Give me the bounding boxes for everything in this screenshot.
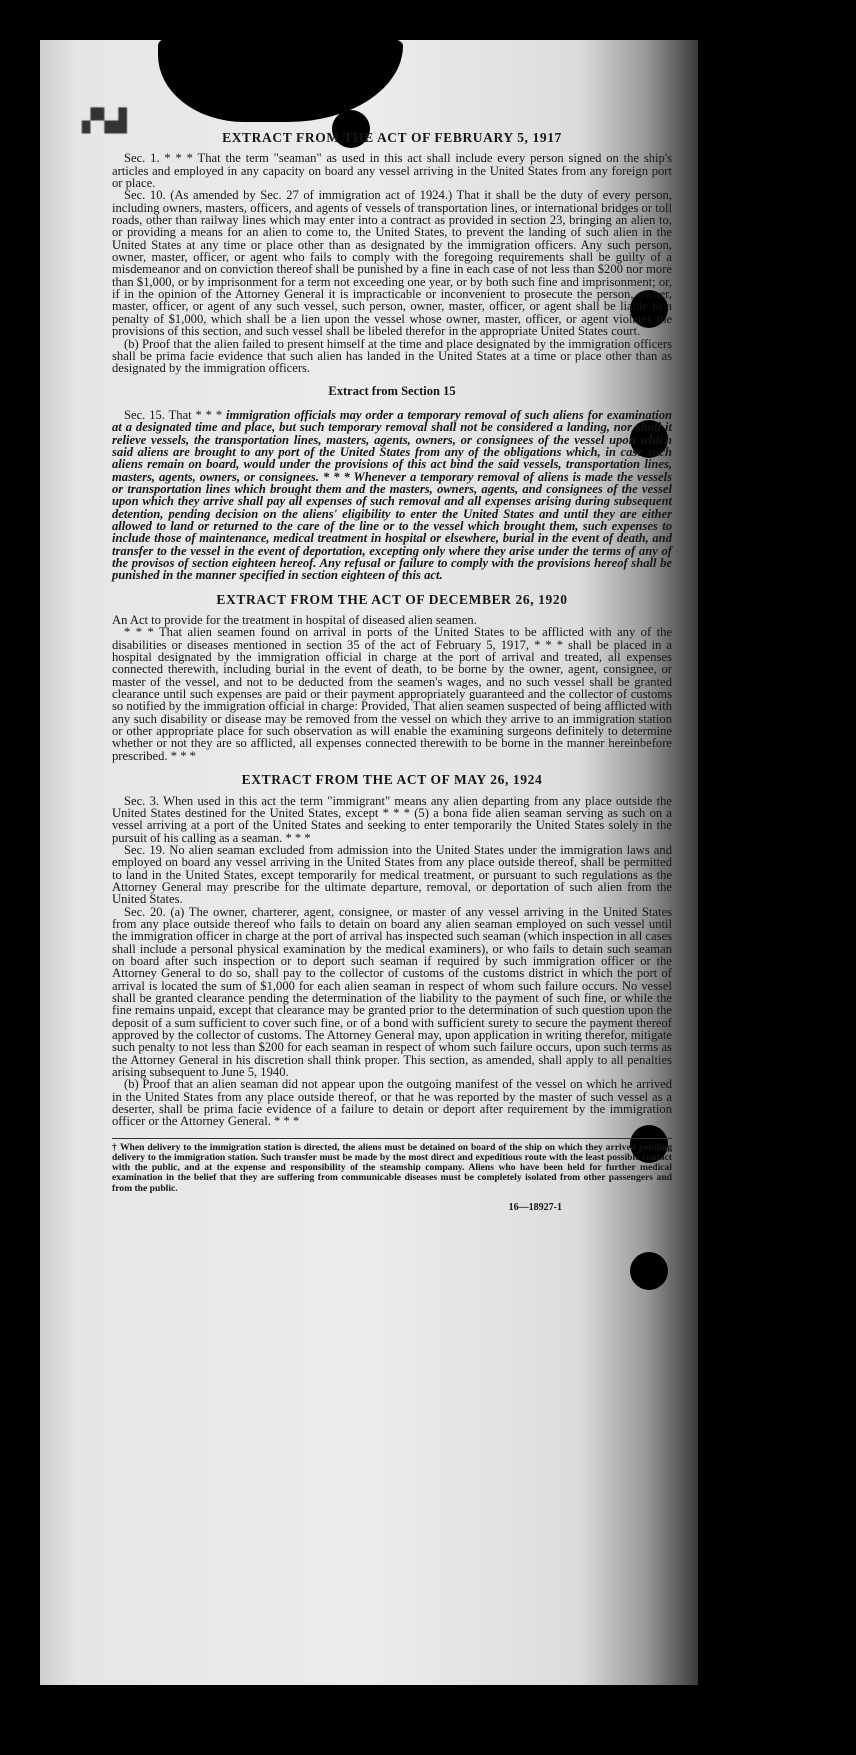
sec15-lead: Sec. 15. That * * * xyxy=(124,407,227,422)
heading-feb-1917: EXTRACT FROM THE ACT OF FEBRUARY 5, 1917 xyxy=(222,130,562,145)
paragraph-dec-body: * * * That alien seamen found on arrival in ports of the United States to be afflicted with any of the disabilities or diseases mentioned in section 35 of the act of February 5, 1917, * * * shall be placed in a hospital designated by the immigration official in charge at the port of arrival and treated, all expenses connected therewith, including burial in the event of death, to be borne by the owner, agent, consignee, or master of the vessel, and not to be deducted from the seamen's wages, and no such vessel shall be granted clearance until such expenses are paid or their payment appropriately guaranteed and the collector of customs so notified by the immigration official in charge: Provided, That alien seamen suspected of being afflicted with any such disability or disease may be removed from the vessel on which they arrive to an immigration station or other appropriate place for such observation as will enable the examining surgeons definitely to determine whether or not they are so afflicted, all expenses connected therewith to be borne in the manner hereinbefore prescribed. * * * xyxy=(112,625,672,763)
document-page xyxy=(40,40,698,1685)
footnote: † When delivery to the immigration station is directed, the aliens must be detained on board of the ship on which they arrived pending delivery to the immigration station. Such transfer must be made by the most direct and expeditious route with the least possible contact with the public, and at the expense and responsibility of the steamship company. Aliens who have been held for further medical examination in the belief that they are suffering from communicable diseases must be completely isolated from other passengers and from the public. xyxy=(112,1138,672,1194)
paragraph-may-sec20: Sec. 20. (a) The owner, charterer, agent, consignee, or master of any vessel arriving in the United States from any place outside thereof who fails to detain on board any alien seaman employed on such vessel until the immigration officer in charge at the port of arrival has inspected such seaman (which inspection in all cases shall include a personal physical examination by the medical examiners), or who fails to detain such seaman on board after such inspection or to deport such seaman if required by such immigration officer or the Attorney General to do so, shall pay to the collector of customs of the customs district in which the port of arrival is located the sum of $1,000 for each alien seaman in respect of whom such failure occurs. No vessel shall be granted clearance pending the determination of the liability to the payment of such fine, or while the fine remains unpaid, except that clearance may be granted prior to the determination of such question upon the deposit of a sum sufficient to cover such fine, or of a bond with sufficient surety to secure the payment thereof approved by the collector of customs. The Attorney General may, upon application in writing therefor, mitigate such penalty to not less than $200 for each seaman in respect of whom such failure occurs, upon such terms as the Attorney General in his discretion shall think proper. This section, as amended, shall apply to all penalties arising subsequent to June 5, 1940. xyxy=(112,904,672,1080)
punch-hole xyxy=(630,1252,668,1290)
paragraph-sec15 xyxy=(112,409,672,582)
ink-smudge: ▞▚▟ xyxy=(82,108,124,133)
paragraph-may-sec20b: (b) Proof that an alien seaman did not appear upon the outgoing manifest of the vessel on which he arrived in the United States from any place outside thereof, or that he was reported by the master of such vessel as a deserter, shall be prima facie evidence of a failure to detain or deport after requirement by the immigration officer or the Attorney General. * * * xyxy=(112,1077,672,1129)
heading-may-1924: EXTRACT FROM THE ACT OF MAY 26, 1924 xyxy=(241,772,543,788)
paragraph-sec10b: (b) Proof that the alien failed to present himself at the time and place designated by the immigration officers shall be prima facie evidence that such alien has landed in the United States at a time or place other than as designated by the immigration officers. xyxy=(112,336,672,376)
paragraph-sec1: Sec. 1. * * * That the term "seaman" as used in this act shall include every person signed on the ship's articles and employed in any capacity on board any vessel arriving in the United States from any foreign port or place. xyxy=(112,151,672,191)
paragraph-sec10: Sec. 10. (As amended by Sec. 27 of immigration act of 1924.) That it shall be the duty of every person, including owners, masters, officers, and agents of vessels of transportation lines, or international bridges or toll roads, other than railway lines which may enter into a contract as provided in section 23, bringing an alien to, or providing a means for an alien to come to, the United States, to prevent the landing of such alien in the United States at any time or place other than as designated by the immigration officers. Any such person, owner, master, officer, or agent who fails to comply with the foregoing requirements shall be guilty of a misdemeanor and on conviction thereof shall be punished by a fine in each case of not less than $200 nor more than $1,000, or by imprisonment for a term not exceeding one year, or by both such fine and imprisonment; or, if in the opinion of the Attorney General it is impracticable or inconvenient to prosecute the person, owner, master, officer, or agent of any such vessel, such person, owner, master, officer, or agent shall be liable to a penalty of $1,000, which shall be a lien upon the vessel whose owner, master, officer, or agent violates the provisions of this section, and such vessel shall be libeled therefor in the appropriate United States court. xyxy=(112,188,672,339)
document-body xyxy=(112,132,672,1214)
paragraph-may-sec3: Sec. 3. When used in this act the term "immigrant" means any alien departing from any place outside the United States destined for the United States, except * * * (5) a bona fide alien seaman serving as such on a vessel arriving at a port of the United States and seeking to enter temporarily the United States solely in the pursuit of his calling as a seaman. * * * xyxy=(112,793,672,845)
torn-edge xyxy=(158,40,403,122)
heading-section-15: Extract from Section 15 xyxy=(328,383,456,398)
heading-dec-1920: EXTRACT FROM THE ACT OF DECEMBER 26, 1920 xyxy=(216,591,568,607)
paragraph-may-sec19: Sec. 19. No alien seaman excluded from admission into the United States under the immigration laws and employed on board any vessel arriving in the United States from any place outside thereof, shall be permitted to land in the United States, except temporarily for medical treatment, or pursuant to such regulations as the Attorney General may prescribe for the ultimate departure, removal, or deportation of such alien from the United States. xyxy=(112,842,672,907)
sec15-body: immigration officials may order a temporary removal of such aliens for examination at a designated time and place, but such temporary removal shall not be considered a landing, nor shall it relieve vessels, the transportation lines, masters, agents, owners, or consignees of the vessel upon which said aliens are brought to any port of the United States from any of the obligations which, in case such aliens remain on board, would under the provisions of this act bind the said vessels, transportation lines, masters, agents, owners, or consignees. * * * Whenever a temporary removal of aliens is made the vessels or transportation lines which brought them and the masters, owners, agents, and consignees of the vessel upon which they arrive shall pay all expenses of such removal and all expenses arising during subsequent detention, pending decision on the aliens' eligibility to enter the United States and until they are either allowed to land or returned to the care of the line or to the vessel which brought them, such expenses to include those of maintenance, medical treatment in hospital or elsewhere, burial in the event of death, and transfer to the vessel in the event of deportation, excepting only where they arise under the terms of any of the provisos of section eighteen hereof. Any refusal or failure to comply with the provisions hereof shall be punished in the manner specified in section eighteen of this act. xyxy=(112,407,672,583)
paragraph-dec-title: An Act to provide for the treatment in hospital of diseased alien seamen. xyxy=(112,613,477,628)
form-code: 16—18927-1 xyxy=(508,1201,562,1213)
